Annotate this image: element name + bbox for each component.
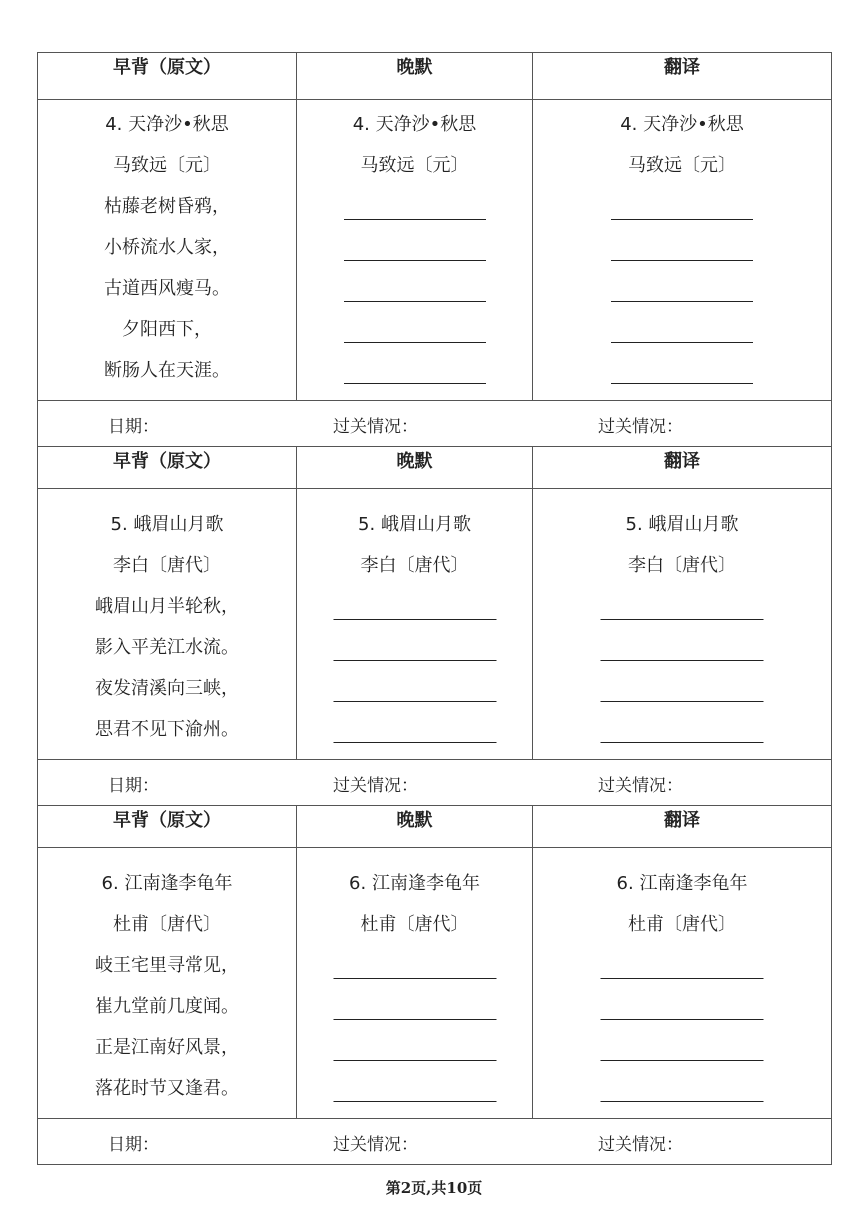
translation-cell xyxy=(533,489,832,760)
poem-author: 杜甫〔唐代〕 xyxy=(360,914,469,935)
blank-line[interactable] xyxy=(297,718,532,759)
blank-line[interactable] xyxy=(533,1077,831,1118)
header-dictation: 晚默 xyxy=(297,806,533,848)
poem-title: 5. 峨眉山月歌 xyxy=(625,514,739,535)
blank-line[interactable] xyxy=(297,195,532,236)
poem-row xyxy=(38,489,832,760)
blank-line[interactable] xyxy=(533,236,831,277)
blank-line[interactable] xyxy=(297,277,532,318)
poem-author: 马致远〔元〕 xyxy=(628,155,736,176)
poem-title: 6. 江南逢李龟年 xyxy=(101,873,233,894)
poem-author: 杜甫〔唐代〕 xyxy=(113,914,221,935)
poem-title: 6. 江南逢李龟年 xyxy=(616,873,748,894)
original-text-cell xyxy=(38,848,297,1119)
poem-title: 4. 天净沙•秋思 xyxy=(105,114,229,135)
blank-line[interactable] xyxy=(533,359,831,400)
blank-line[interactable] xyxy=(297,236,532,277)
poem-line: 思君不见下渝州。 xyxy=(95,719,239,740)
header-translation: 翻译 xyxy=(533,806,832,848)
blank-line[interactable] xyxy=(533,195,831,236)
poem-line: 崔九堂前几度闻。 xyxy=(95,996,239,1017)
poem-line: 夜发清溪向三峡， xyxy=(95,678,239,699)
header-original: 早背（原文） xyxy=(38,53,297,100)
blank-line[interactable] xyxy=(533,954,831,995)
poem-author: 李白〔唐代〕 xyxy=(360,555,469,576)
dictation-cell xyxy=(297,489,533,760)
poem-line: 小桥流水人家， xyxy=(104,237,230,258)
section-header xyxy=(38,53,832,100)
blank-line[interactable] xyxy=(297,318,532,359)
section-footer xyxy=(38,401,832,447)
blank-line[interactable] xyxy=(297,1036,532,1077)
poem-line: 枯藤老树昏鸦， xyxy=(104,196,230,217)
pass-status-label: 过关情况： xyxy=(333,1135,418,1155)
pass-status-label: 过关情况： xyxy=(598,417,683,437)
blank-line[interactable] xyxy=(533,1036,831,1077)
poem-title: 6. 江南逢李龟年 xyxy=(349,873,480,894)
dictation-cell xyxy=(297,848,533,1119)
blank-line[interactable] xyxy=(533,595,831,636)
poem-title: 5. 峨眉山月歌 xyxy=(358,514,471,535)
poem-row xyxy=(38,100,832,401)
dictation-cell xyxy=(297,100,533,401)
date-label: 日期： xyxy=(108,1135,159,1155)
poem-line: 古道西风瘦马。 xyxy=(104,278,230,299)
section-header xyxy=(38,806,832,848)
poem-line: 正是江南好风景， xyxy=(95,1037,239,1058)
original-text-cell xyxy=(38,100,297,401)
blank-line[interactable] xyxy=(297,1077,532,1118)
poem-title: 4. 天净沙•秋思 xyxy=(352,114,477,135)
header-dictation: 晚默 xyxy=(297,447,533,489)
date-label: 日期： xyxy=(108,776,159,796)
original-text-cell xyxy=(38,489,297,760)
page-number: 第2页,共10页 xyxy=(385,1179,483,1197)
poem-title: 5. 峨眉山月歌 xyxy=(110,514,224,535)
poem-author: 杜甫〔唐代〕 xyxy=(628,914,736,935)
translation-cell xyxy=(533,100,832,401)
header-original: 早背（原文） xyxy=(38,806,297,848)
section-footer xyxy=(38,1119,832,1165)
poem-author: 马致远〔元〕 xyxy=(113,155,221,176)
poem-author: 李白〔唐代〕 xyxy=(113,555,221,576)
poem-author: 李白〔唐代〕 xyxy=(628,555,736,576)
poem-line: 峨眉山月半轮秋， xyxy=(95,596,239,617)
recitation-worksheet xyxy=(37,52,832,1165)
blank-line[interactable] xyxy=(533,718,831,759)
date-label: 日期： xyxy=(108,417,159,437)
poem-line: 断肠人在天涯。 xyxy=(104,360,230,381)
blank-line[interactable] xyxy=(533,277,831,318)
blank-line[interactable] xyxy=(297,954,532,995)
poem-line: 落花时节又逢君。 xyxy=(95,1078,239,1099)
section-header xyxy=(38,447,832,489)
blank-line[interactable] xyxy=(297,595,532,636)
header-translation: 翻译 xyxy=(533,53,832,100)
translation-cell xyxy=(533,848,832,1119)
blank-line[interactable] xyxy=(533,995,831,1036)
blank-line[interactable] xyxy=(297,359,532,400)
section-footer xyxy=(38,760,832,806)
poem-author: 马致远〔元〕 xyxy=(360,155,469,176)
pass-status-label: 过关情况： xyxy=(598,776,683,796)
header-original: 早背（原文） xyxy=(38,447,297,489)
header-translation: 翻译 xyxy=(533,447,832,489)
poem-line: 夕阳西下， xyxy=(122,319,212,340)
blank-line[interactable] xyxy=(533,636,831,677)
pass-status-label: 过关情况： xyxy=(598,1135,683,1155)
blank-line[interactable] xyxy=(297,677,532,718)
poem-line: 影入平羌江水流。 xyxy=(95,637,239,658)
poem-title: 4. 天净沙•秋思 xyxy=(620,114,744,135)
poem-line: 岐王宅里寻常见， xyxy=(95,955,239,976)
blank-line[interactable] xyxy=(297,995,532,1036)
poem-row xyxy=(38,848,832,1119)
blank-line[interactable] xyxy=(297,636,532,677)
pass-status-label: 过关情况： xyxy=(333,417,418,437)
blank-line[interactable] xyxy=(533,677,831,718)
blank-line[interactable] xyxy=(533,318,831,359)
header-dictation: 晚默 xyxy=(297,53,533,100)
pass-status-label: 过关情况： xyxy=(333,776,418,796)
